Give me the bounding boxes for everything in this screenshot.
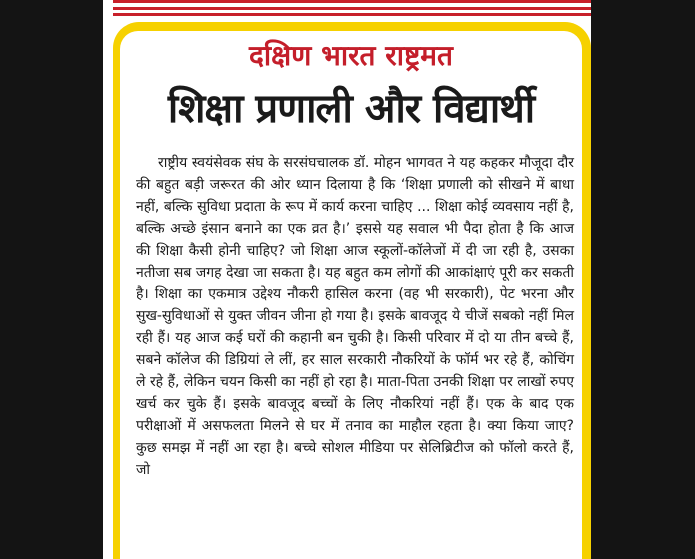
- article-body: [136, 153, 574, 482]
- top-rule: [113, 13, 591, 16]
- kicker: दक्षिण भारत राष्ट्रमत: [248, 39, 454, 72]
- editorial-box: [120, 31, 582, 559]
- headline: शिक्षा प्रणाली और विद्यार्थी: [167, 86, 535, 132]
- top-rule: [113, 0, 591, 3]
- top-rule: [113, 7, 591, 10]
- article-paragraph: राष्ट्रीय स्वयंसेवक संघ के सरसंघचालक डॉ. मोहन भागवत ने यह कहकर मौजूदा दौर की बहुत बड़ी जरूरत की ओर ध्यान दिलाया है कि ‘शिक्षा प्रणाली को सीखने में बाधा नहीं, बल्कि सुविधा प्रदाता के रूप में कार्य करना चाहिए ... शिक्षा कोई व्यवसाय नहीं है, बल्कि अच्छे इंसान बनाने का एक व्रत है।’ इससे यह सवाल भी पैदा होता है कि आज की शिक्षा कैसी होनी चाहिए? जो शिक्षा आज स्कूलों-कॉलेजों में दी जा रही है, उसका नतीजा सब जगह देखा जा सकता है। यह बहुत कम लोगों की आकांक्षाएं पूरी कर सकती है। शिक्षा का एकमात्र उद्देश्य नौकरी हासिल करना (वह भी सरकारी), पेट भरना और सुख-सुविधाओं से युक्त जीवन जीना हो गया है। इसके बावजूद ये चीजें सबको नहीं मिल रही हैं। यह आज कई घरों की कहानी बन चुकी है। किसी परिवार में दो या तीन बच्चे हैं, सबने कॉलेज की डिग्रियां ले लीं, हर साल सरकारी नौकरियों के फॉर्म भर रहे हैं, कोचिंग ले रहे हैं, लेकिन चयन किसी का नहीं हो रहा है। माता-पिता उनकी शिक्षा पर लाखों रुपए खर्च कर चुके हैं। इसके बावजूद बच्चों के लिए नौकरियां नहीं हैं। एक के बाद एक परीक्षाओं में असफलता मिलने से घर में तनाव का माहौल रहता है। क्या किया जाए? कुछ समझ में नहीं आ रहा है। बच्चे सोशल मीडिया पर सेलिब्रिटीज को फॉलो करते हैं, जो: [136, 155, 574, 478]
- newspaper-page: [103, 0, 591, 559]
